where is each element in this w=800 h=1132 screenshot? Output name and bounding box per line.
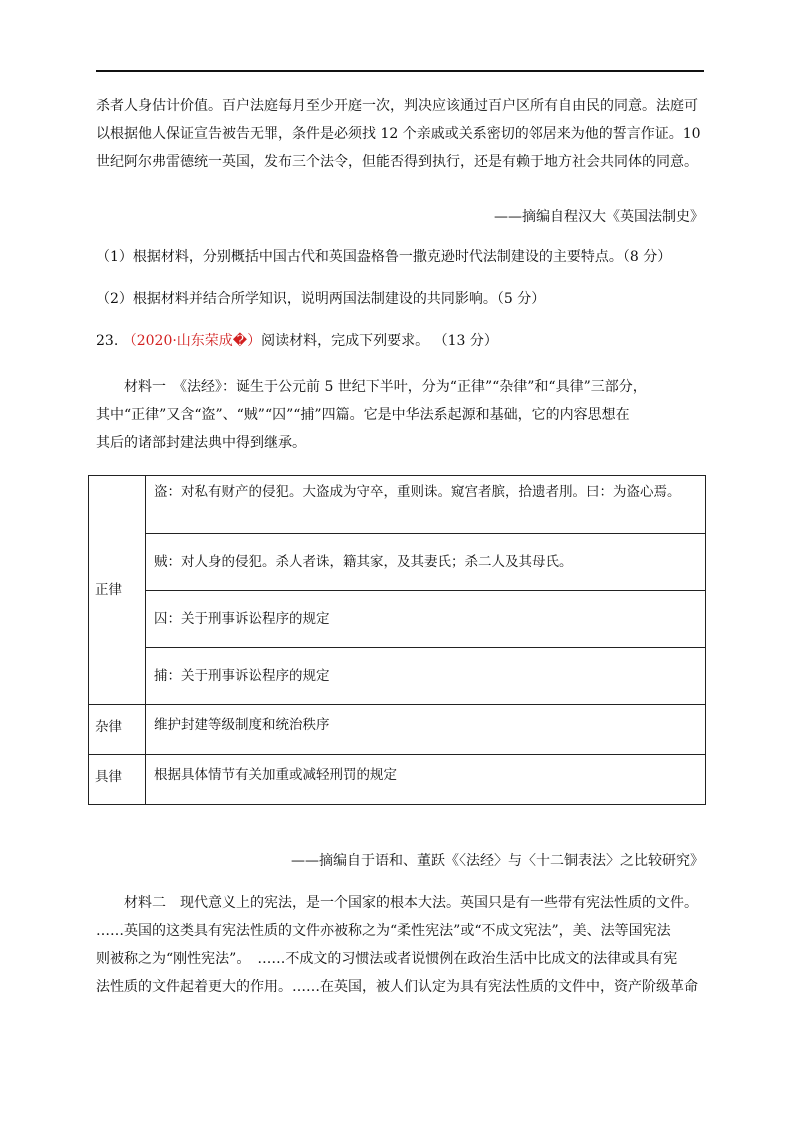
table-row <box>89 648 706 705</box>
table-row <box>89 705 706 755</box>
cell-julv: 根据具体情节有关加重或减轻刑罚的规定 <box>146 755 706 805</box>
source-citation-2: ——摘编自于语和、董跃《〈法经〉与〈十二铜表法〉之比较研究》 <box>291 853 704 869</box>
text-line: 以根据他人保证宣告被告无罪，条件是必须找 12 个亲戚或关系密切的邻居来为他的誓言作证。10 <box>96 126 701 142</box>
cell-zalv: 维护封建等级制度和统治秩序 <box>146 705 706 755</box>
text-line: 其后的诸部封建法典中得到继承。 <box>96 435 306 451</box>
text-line: 材料二 现代意义上的宪法，是一个国家的根本大法。英国只是有一些带有宪法性质的文件。 <box>124 895 698 911</box>
text-line: 世纪阿尔弗雷德统一英国，发布三个法令，但能否得到执行，还是有赖于地方社会共同体的同意。 <box>96 154 698 170</box>
category-zalv: 杂律 <box>89 705 146 755</box>
material-2-paragraph <box>96 889 704 1001</box>
material-1-paragraph <box>96 373 704 457</box>
text-line: 材料一 《法经》：诞生于公元前 5 世纪下半叶，分为“正律”“杂律”和“具律”三部分， <box>124 379 647 395</box>
question-source-tag: （2020·山东荣成�） <box>122 333 262 349</box>
source-citation-1: ——摘编自程汉大《英国法制史》 <box>494 209 704 225</box>
intro-paragraph <box>96 92 704 176</box>
cell-dao: 盗：对私有财产的侵犯。大盗成为守卒，重则诛。窥宫者膑，拾遗者刖。曰：为盗心焉。 <box>146 476 706 534</box>
fajing-table <box>88 475 706 805</box>
question-2: （2）根据材料并结合所学知识，说明两国法制建设的共同影响。（5 分） <box>96 291 546 307</box>
question-23-header <box>96 330 498 350</box>
cell-qiu: 囚：关于刑事诉讼程序的规定 <box>146 591 706 648</box>
header-rule <box>96 70 704 72</box>
text-line: 法性质的文件起着更大的作用。……在英国，被人们认定为具有宪法性质的文件中，资产阶级革命 <box>96 979 698 995</box>
table-row <box>89 591 706 648</box>
question-score: （13 分） <box>433 333 498 349</box>
table-row <box>89 476 706 534</box>
text-line: 则被称之为“刚性宪法”。 ……不成文的习惯法或者说惯例在政治生活中比成文的法律或具有宪 <box>96 951 678 967</box>
text-line: 杀者人身估计价值。百户法庭每月至少开庭一次，判决应该通过百户区所有自由民的同意。法庭可 <box>96 98 698 114</box>
text-line: 其中“正律”又含“盗”、“贼”“囚”“捕”四篇。它是中华法系起源和基础，它的内容思想在 <box>96 407 630 423</box>
table-row <box>89 534 706 591</box>
category-zhenglv: 正律 <box>89 476 146 705</box>
text-line: ……英国的这类具有宪法性质的文件亦被称之为“柔性宪法”或“不成文宪法”，美、法等国宪法 <box>96 923 671 939</box>
table-row <box>89 755 706 805</box>
question-1: （1）根据材料，分别概括中国古代和英国盎格鲁一撒克逊时代法制建设的主要特点。（8 分） <box>96 249 672 265</box>
question-number: 23. <box>96 333 119 349</box>
cell-zei: 贼：对人身的侵犯。杀人者诛，籍其家，及其妻氏；杀二人及其母氏。 <box>146 534 706 591</box>
question-prompt: 阅读材料，完成下列要求。 <box>261 333 430 349</box>
cell-bu: 捕：关于刑事诉讼程序的规定 <box>146 648 706 705</box>
category-julv: 具律 <box>89 755 146 805</box>
